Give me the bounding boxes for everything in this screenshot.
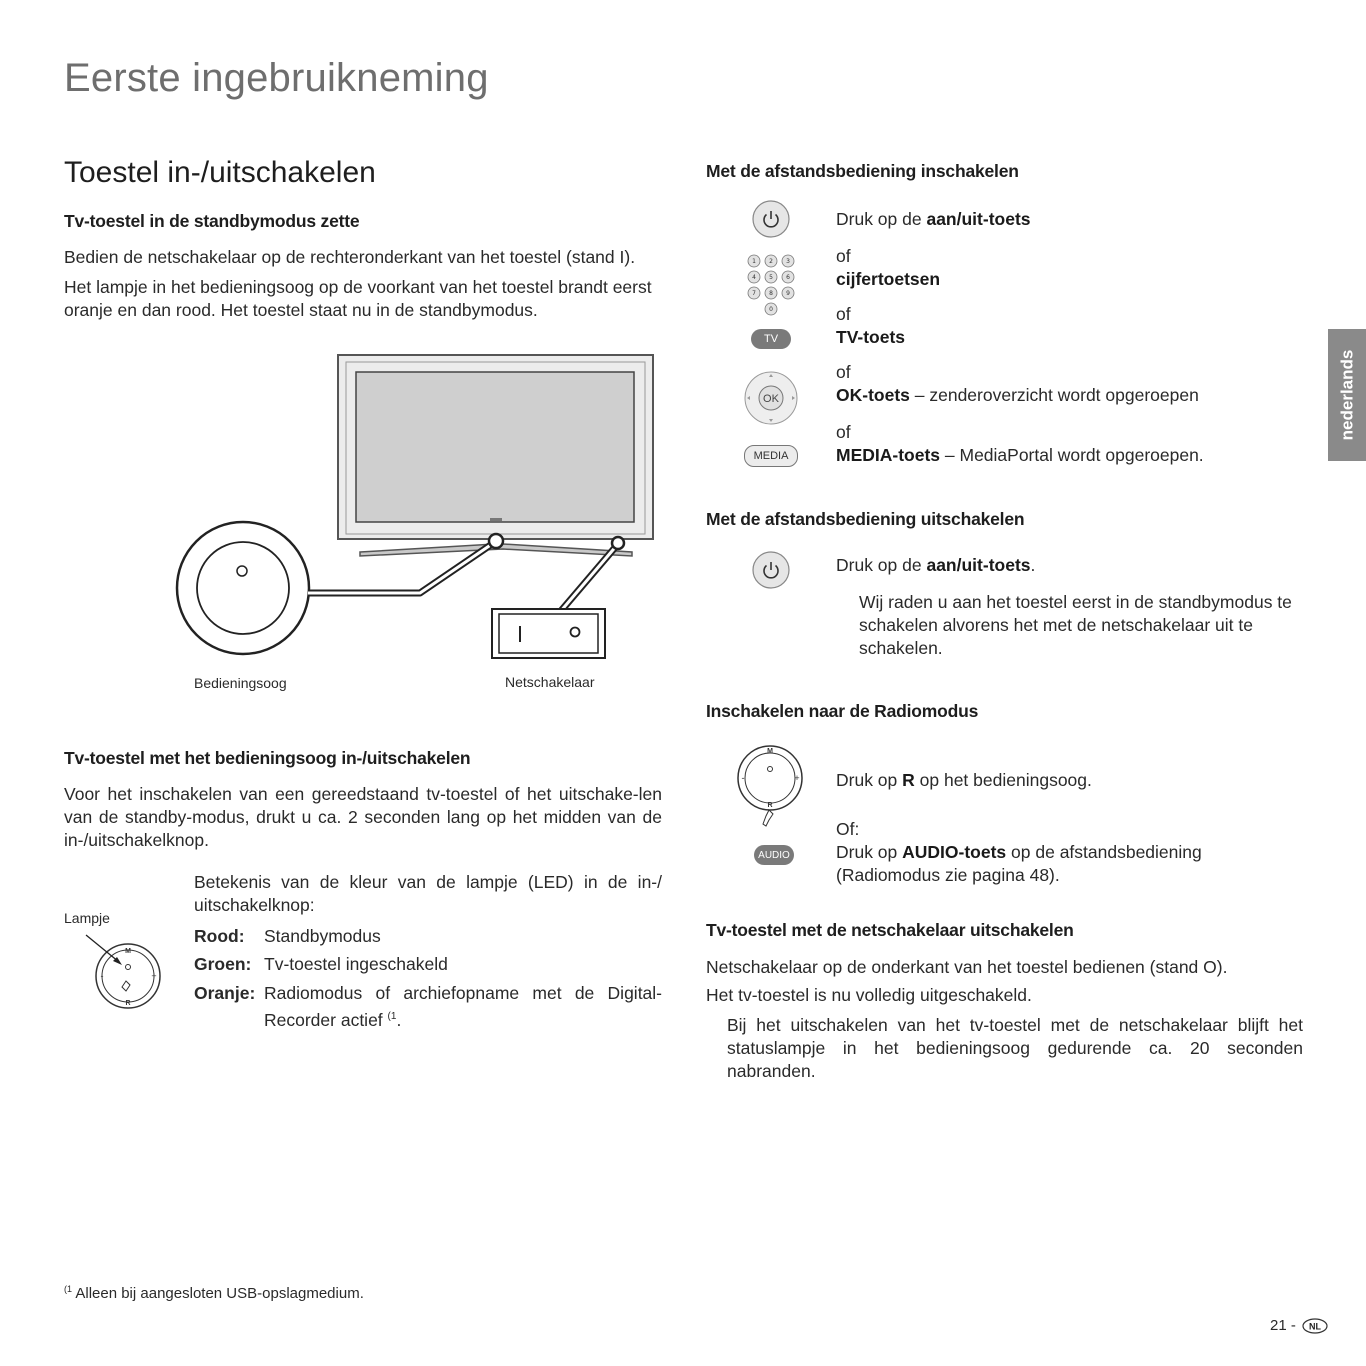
remote-on-ok-text [836, 384, 1199, 407]
svg-text:M: M [767, 748, 773, 755]
tv-key-label: TV-toets [836, 327, 906, 347]
ok-key-label: OK-toets [836, 385, 910, 405]
radio-line-2 [836, 841, 1266, 887]
led-value-text: Radiomodus of archiefopname met de Digital-Recorder actief [264, 983, 662, 1030]
eye-control-heading: Tv-toestel met het bedieningsoog in-/uitschakelen [64, 748, 471, 768]
remote-on-power-row [706, 199, 1266, 241]
remote-on-tv-row [706, 303, 1266, 355]
text-fragment: – zenderoverzicht wordt opgeroepen [909, 385, 1199, 405]
control-eye-small-icon [64, 925, 174, 1015]
remote-off-power-text [836, 554, 1035, 577]
text-fragment: – MediaPortal wordt opgeroepen. [940, 445, 1204, 465]
led-intro: Betekenis van de kleur van de lampje (LED) in de in-/ uitschakelknop: [194, 872, 662, 915]
led-value: Tv-toestel ingeschakeld [264, 954, 448, 974]
power-button-icon-cell [706, 199, 836, 239]
footnote-text: Alleen bij aangesloten USB-opslagmedium. [72, 1285, 364, 1302]
ok-key-icon [744, 371, 798, 425]
led-row-red [194, 925, 662, 948]
text-fragment: Druk op [836, 842, 903, 862]
svg-text:8: 8 [769, 290, 773, 297]
standby-paragraph-2: Het lampje in het bedieningsoog op de voorkant van het toestel brandt eerst oranje en dan rood. Het toestel staat nu in de standbymodus. [64, 277, 652, 320]
footnote [64, 1284, 364, 1302]
svg-text:R: R [767, 802, 773, 809]
tv-key-icon-cell [706, 329, 836, 349]
svg-text:7: 7 [752, 290, 756, 297]
power-key-label: aan/uit-toets [926, 209, 1031, 229]
led-end: . [396, 1009, 402, 1030]
remote-on-power-text [836, 208, 1031, 231]
section-title: Toestel in-/uitschakelen [64, 156, 376, 189]
r-key-label: R [902, 770, 915, 790]
language-tab-label: nederlands [1337, 349, 1357, 441]
svg-text:1: 1 [752, 258, 756, 265]
remote-on-or-2: of [836, 304, 851, 324]
radio-line-1 [836, 769, 1092, 792]
led-row-green [194, 953, 662, 976]
svg-text:5: 5 [769, 274, 773, 281]
svg-text:2: 2 [769, 258, 773, 265]
digits-key-label: cijfertoetsen [836, 269, 941, 289]
svg-text:3: 3 [786, 258, 790, 265]
led-key: Oranje: [194, 983, 256, 1003]
label-mains-switch: Netschakelaar [505, 674, 595, 690]
led-row-orange [194, 982, 662, 1032]
led-legend [194, 925, 662, 1032]
remote-on-tv-text [836, 326, 905, 349]
mains-off-paragraph-1: Netschakelaar op de onderkant van het toestel bedienen (stand O). [706, 957, 1228, 977]
ok-key-icon-label: OK [763, 393, 779, 405]
remote-on-or-4: of [836, 422, 851, 442]
media-key-label: MEDIA-toets [836, 445, 941, 465]
standby-heading: Tv-toestel in de standbymodus zette [64, 211, 360, 231]
language-tab [1328, 329, 1366, 461]
svg-text:4: 4 [752, 274, 756, 281]
svg-text:-: - [741, 773, 745, 783]
led-key: Groen: [194, 954, 252, 974]
remote-off-power-row [706, 550, 1266, 592]
footnote-ref: (1 [387, 1011, 397, 1022]
power-icon [751, 550, 791, 590]
ok-key-icon-cell [706, 371, 836, 425]
media-key-icon: MEDIA [744, 445, 798, 467]
remote-on-or-1: of [836, 246, 851, 266]
text-fragment: op de afstandsbediening (Radiomodus zie pagina 48). [836, 842, 1202, 885]
svg-text:R: R [125, 1000, 131, 1007]
svg-text:9: 9 [786, 290, 790, 297]
tv-illustration [170, 350, 670, 670]
control-eye-radio-icon [736, 744, 806, 830]
remote-on-or-3: of [836, 362, 851, 382]
led-value: Standbymodus [264, 926, 381, 946]
remote-on-media-text [836, 444, 1204, 467]
svg-text:0: 0 [769, 306, 773, 313]
radio-or: Of: [836, 819, 860, 839]
text-fragment: Druk op [836, 770, 903, 790]
audio-key-icon: AUDIO [754, 845, 794, 865]
svg-text:+: + [151, 971, 157, 981]
mains-off-paragraph-2: Het tv-toestel is nu volledig uitgeschakeld. [706, 985, 1032, 1005]
language-badge-icon [1302, 1318, 1328, 1334]
remote-on-digits-text [836, 268, 940, 291]
radio-heading: Inschakelen naar de Radiomodus [706, 701, 979, 721]
lamp-label: Lampje [64, 910, 110, 926]
led-value [264, 982, 662, 1032]
power-key-label: aan/uit-toets [926, 555, 1031, 575]
svg-text:+: + [794, 773, 800, 783]
page-number-text: 21 - [1270, 1317, 1296, 1334]
svg-text:M: M [125, 948, 131, 955]
eye-control-paragraph: Voor het inschakelen van een gereedstaand tv-toestel of het uitschake-len van de standby-modus, drukt u ca. 2 seconden lang op het midden van de in-/uitschakelknop. [64, 784, 662, 850]
svg-text:6: 6 [786, 274, 790, 281]
remote-off-note: Wij raden u aan het toestel eerst in de standbymodus te schakelen alvorens het met de netschakelaar uit te schakelen. [859, 592, 1292, 658]
media-key-icon-cell [706, 445, 836, 467]
text-fragment: Druk op de [836, 209, 927, 229]
page-number [1270, 1317, 1328, 1334]
text-fragment: op het bedieningsoog. [914, 770, 1092, 790]
remote-on-media-row [706, 421, 1266, 473]
tv-key-icon: TV [751, 329, 791, 349]
svg-text:-: - [100, 971, 104, 981]
remote-on-heading: Met de afstandsbediening inschakelen [706, 161, 1019, 181]
power-icon [751, 199, 791, 239]
standby-paragraph-1: Bedien de netschakelaar op de rechteronderkant van het toestel (stand I). [64, 247, 636, 267]
tv-screen [356, 372, 634, 522]
footnote-mark: (1 [64, 1284, 73, 1294]
label-control-eye: Bedieningsoog [194, 675, 287, 691]
remote-off-heading: Met de afstandsbediening uitschakelen [706, 509, 1025, 529]
power-button-icon-cell [706, 550, 836, 590]
text-fragment: . [1030, 555, 1036, 575]
audio-key-label: AUDIO-toets [902, 842, 1007, 862]
remote-on-ok-row [706, 361, 1266, 429]
led-key: Rood: [194, 926, 245, 946]
text-fragment: Druk op de [836, 555, 927, 575]
mains-off-note: Bij het uitschakelen van het tv-toestel met de netschakelaar blijft het statuslampje in het bedieningsoog gedurende ca. 20 seconden nabranden. [727, 1015, 1303, 1081]
mains-off-heading: Tv-toestel met de netschakelaar uitschakelen [706, 920, 1074, 940]
language-badge-label: NL [1308, 1321, 1321, 1331]
page-title: Eerste ingebruikneming [64, 56, 489, 100]
